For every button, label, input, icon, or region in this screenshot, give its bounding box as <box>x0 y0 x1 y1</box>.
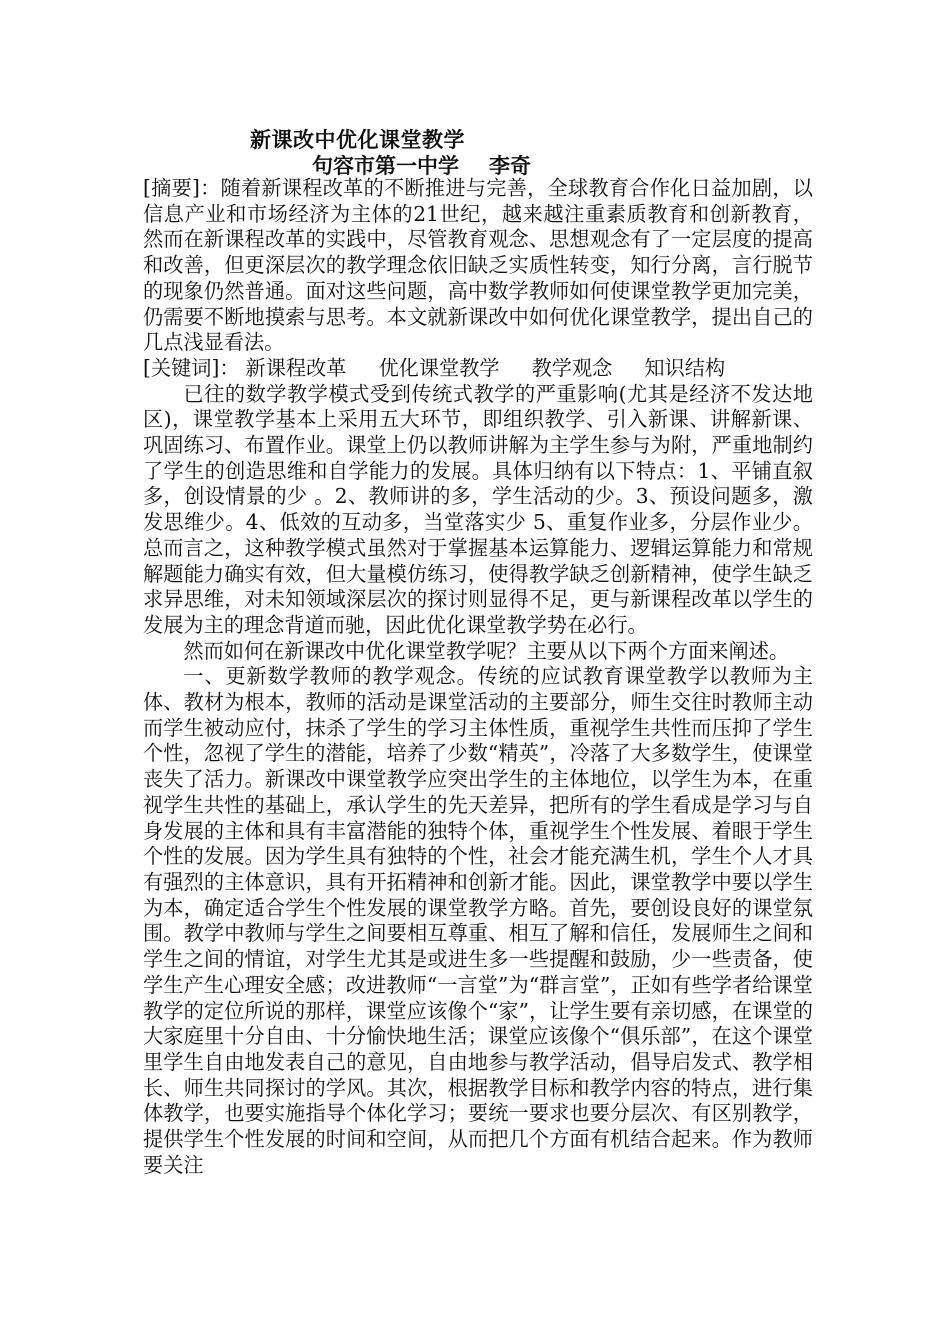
keyword: 知识结构 <box>644 355 726 380</box>
keyword: 教学观念 <box>531 355 613 380</box>
school-name: 句容市第一中学 <box>312 153 459 178</box>
keywords-label: [关键词]： <box>143 355 240 380</box>
body-paragraph: 已往的数学教学模式受到传统式教学的严重影响(尤其是经济不发达地区)，课堂教学基本上采用五大环节，即组织教学、引入新课、讲解新课、巩固练习、布置作业。课堂上仍以教师讲解为主学生参与为附，严重地制约了学生的创造思维和自学能力的发展。具体归纳有以下特点：1、平铺直叙多，创设情景的少 。2、教师讲的多，学生活动的少。3、预设问题多，激发思维少。4、低效的互动多，当堂落实少 5、重复作业多，分层作业少。总而言之，这种教学模式虽然对于掌握基本运算能力、逻辑运算能力和常规解题能力确实有效，但大量模仿练习，使得教学缺乏创新精神，使学生缺乏求异思维，对未知领域深层次的探讨则显得不足，更与新课程改革以学生的发展为主的理念背道而驰，因此优化课堂教学势在必行。 <box>143 381 813 637</box>
keyword: 新课程改革 <box>245 355 347 380</box>
abstract-paragraph: [摘要]：随着新课程改革的不断推进与完善，全球教育合作化日益加剧，以信息产业和市场经济为主体的21世纪，越来越注重素质教育和创新教育，然而在新课程改革的实践中，尽管教育观念、思想观念有了一定层度的提高和改善，但更深层次的教学理念依旧缺乏实质性转变，知行分离，言行脱节的现象仍然普通。面对这些问题，高中数学教师如何使课堂教学更加完美，仍需要不断地摸索与思考。本文就新课改中如何优化课堂教学，提出自己的几点浅显看法。 <box>143 176 813 355</box>
author-name: 李奇 <box>489 153 531 178</box>
body-paragraph: 一、更新数学教师的教学观念。传统的应试教育课堂教学以教师为主体、教材为根本，教师的活动是课堂活动的主要部分，师生交往时教师主动而学生被动应付，抹杀了学生的学习主体性质，重视学生共性而压抑了学生个性，忽视了学生的潜能，培养了少数“精英”，冷落了大多数学生，使课堂丧失了活力。新课改中课堂教学应突出学生的主体地位，以学生为本，在重视学生共性的基础上，承认学生的先天差异，把所有的学生看成是学习与自身发展的主体和具有丰富潜能的独特个体，重视学生个性发展、着眼于学生个性的发展。因为学生具有独特的个性，社会才能充满生机，学生个人才具有强烈的主体意识，具有开拓精神和创新才能。因此，课堂教学中要以学生为本，确定适合学生个性发展的课堂教学方略。首先，要创设良好的课堂氛围。教学中教师与学生之间要相互尊重、相互了解和信任，发展师生之间和学生之间的情谊，对学生尤其是或进生多一些提醒和鼓励，少一些责备，使学生产生心理安全感；改进教师“一言堂”为“群言堂”，正如有些学者给课堂教学的定位所说的那样，课堂应该像个“家”，让学生要有亲切感，在课堂的大家庭里十分自由、十分愉快地生活；课堂应该像个“俱乐部”，在这个课堂里学生自由地发表自己的意见，自由地参与教学活动，倡导启发式、教学相长、师生共同探讨的学风。其次，根据教学目标和教学内容的特点，进行集体教学，也要实施指导个体化学习；要统一要求也要分层次、有区别教学，提供学生个性发展的时间和空间，从而把几个方面有机结合起来。作为教师要关注 <box>143 664 813 1177</box>
keyword: 优化课堂教学 <box>378 355 500 380</box>
document-body <box>143 176 813 1178</box>
body-paragraph: 然而如何在新课改中优化课堂教学呢？主要从以下两个方面来阐述。 <box>183 638 790 663</box>
keywords-line <box>143 356 813 382</box>
document-title: 新课改中优化课堂教学 <box>250 127 465 152</box>
